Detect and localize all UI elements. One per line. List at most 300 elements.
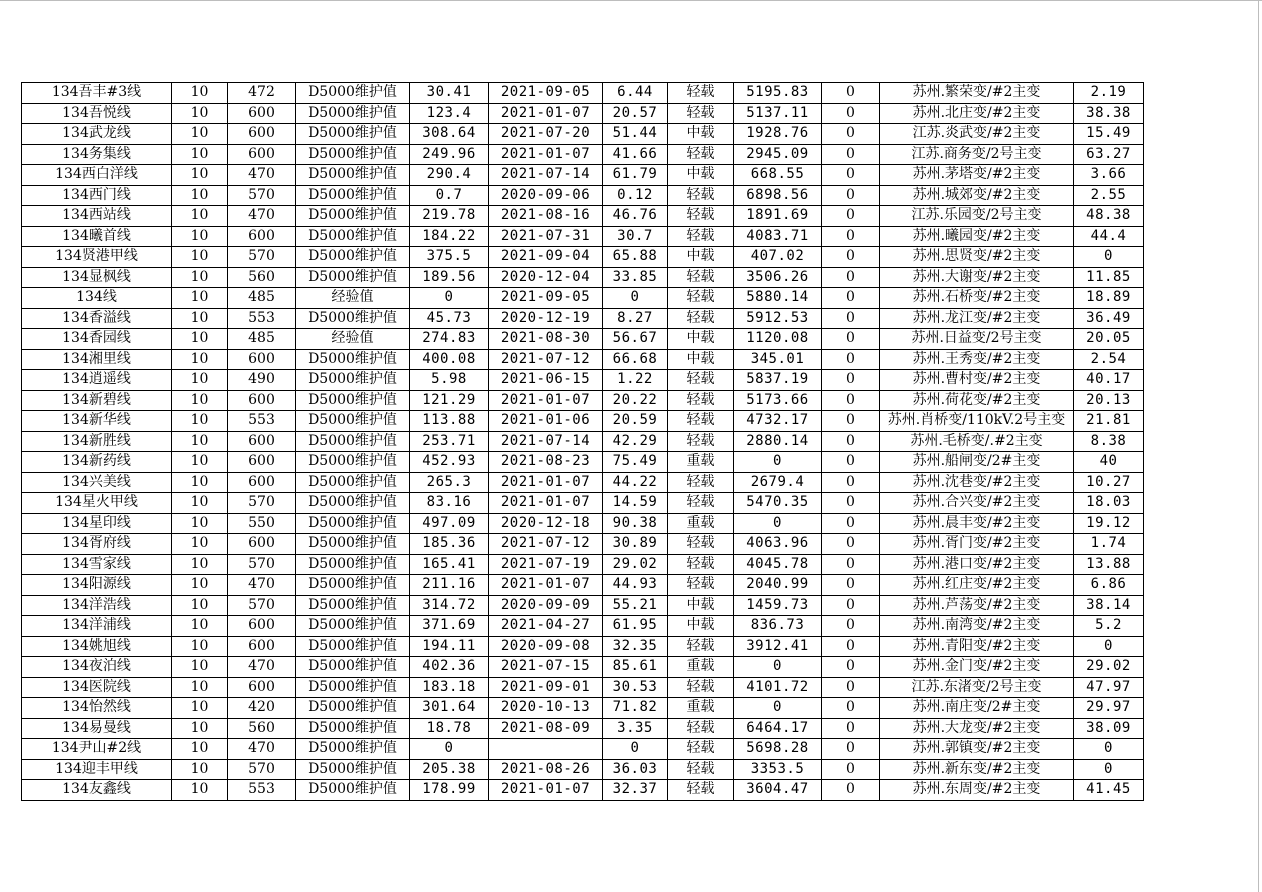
load-status-cell[interactable]: 重载 [668,452,734,473]
reserve-value-cell[interactable]: 0 [822,698,880,719]
transformer-load-cell[interactable]: 1.74 [1074,534,1144,555]
remaining-capacity-cell[interactable]: 4101.72 [734,677,822,698]
voltage-level-cell[interactable]: 10 [172,103,228,124]
load-status-cell[interactable]: 轻载 [668,206,734,227]
transformer-load-cell[interactable]: 36.49 [1074,308,1144,329]
line-name-cell[interactable]: 134医院线 [22,677,172,698]
record-date-cell[interactable]: 2021-09-01 [489,677,603,698]
record-date-cell[interactable]: 2021-07-14 [489,431,603,452]
load-status-cell[interactable]: 重载 [668,698,734,719]
remaining-capacity-cell[interactable]: 2880.14 [734,431,822,452]
record-date-cell[interactable]: 2021-08-23 [489,452,603,473]
record-date-cell[interactable]: 2021-09-05 [489,83,603,104]
line-name-cell[interactable]: 134显枫线 [22,267,172,288]
load-status-cell[interactable]: 轻载 [668,677,734,698]
line-name-cell[interactable]: 134湘里线 [22,349,172,370]
load-status-cell[interactable]: 轻载 [668,759,734,780]
load-status-cell[interactable]: 轻载 [668,575,734,596]
substation-transformer-cell[interactable]: 苏州.曦园变/#2主变 [880,226,1074,247]
reserve-value-cell[interactable]: 0 [822,595,880,616]
remaining-capacity-cell[interactable]: 3506.26 [734,267,822,288]
substation-transformer-cell[interactable]: 苏州.繁荣变/#2主变 [880,83,1074,104]
value-source-cell[interactable]: D5000维护值 [296,575,410,596]
value-source-cell[interactable]: D5000维护值 [296,616,410,637]
transformer-load-cell[interactable]: 40 [1074,452,1144,473]
substation-transformer-cell[interactable]: 江苏.炎武变/#2主变 [880,124,1074,145]
remaining-capacity-cell[interactable]: 0 [734,657,822,678]
load-status-cell[interactable]: 轻载 [668,411,734,432]
value-source-cell[interactable]: D5000维护值 [296,308,410,329]
rated-capacity-cell[interactable]: 570 [228,493,296,514]
reserve-value-cell[interactable]: 0 [822,513,880,534]
line-name-cell[interactable]: 134贤港甲线 [22,247,172,268]
substation-transformer-cell[interactable]: 苏州.船闸变/2#主变 [880,452,1074,473]
remaining-capacity-cell[interactable]: 5137.11 [734,103,822,124]
load-rate-cell[interactable]: 41.66 [603,144,668,165]
current-load-cell[interactable]: 18.78 [410,718,489,739]
load-rate-cell[interactable]: 36.03 [603,759,668,780]
record-date-cell[interactable]: 2021-09-05 [489,288,603,309]
rated-capacity-cell[interactable]: 553 [228,780,296,801]
transformer-load-cell[interactable]: 63.27 [1074,144,1144,165]
substation-transformer-cell[interactable]: 苏州.毛桥变/.#2主变 [880,431,1074,452]
rated-capacity-cell[interactable]: 470 [228,165,296,186]
reserve-value-cell[interactable]: 0 [822,83,880,104]
rated-capacity-cell[interactable]: 600 [228,390,296,411]
value-source-cell[interactable]: D5000维护值 [296,698,410,719]
value-source-cell[interactable]: D5000维护值 [296,185,410,206]
load-rate-cell[interactable]: 32.37 [603,780,668,801]
voltage-level-cell[interactable]: 10 [172,636,228,657]
reserve-value-cell[interactable]: 0 [822,390,880,411]
reserve-value-cell[interactable]: 0 [822,472,880,493]
record-date-cell[interactable]: 2021-09-04 [489,247,603,268]
load-rate-cell[interactable]: 46.76 [603,206,668,227]
line-name-cell[interactable]: 134迎丰甲线 [22,759,172,780]
load-rate-cell[interactable]: 44.22 [603,472,668,493]
voltage-level-cell[interactable]: 10 [172,616,228,637]
transformer-load-cell[interactable]: 47.97 [1074,677,1144,698]
load-rate-cell[interactable]: 33.85 [603,267,668,288]
voltage-level-cell[interactable]: 10 [172,595,228,616]
load-status-cell[interactable]: 轻载 [668,739,734,760]
rated-capacity-cell[interactable]: 600 [228,452,296,473]
current-load-cell[interactable]: 314.72 [410,595,489,616]
substation-transformer-cell[interactable]: 苏州.龙江变/#2主变 [880,308,1074,329]
record-date-cell[interactable]: 2021-08-09 [489,718,603,739]
reserve-value-cell[interactable]: 0 [822,144,880,165]
transformer-load-cell[interactable]: 38.38 [1074,103,1144,124]
load-status-cell[interactable]: 轻载 [668,83,734,104]
value-source-cell[interactable]: D5000维护值 [296,431,410,452]
line-name-cell[interactable]: 134雪家线 [22,554,172,575]
substation-transformer-cell[interactable]: 苏州.王秀变/#2主变 [880,349,1074,370]
record-date-cell[interactable]: 2021-08-30 [489,329,603,350]
rated-capacity-cell[interactable]: 553 [228,411,296,432]
line-name-cell[interactable]: 134曦首线 [22,226,172,247]
current-load-cell[interactable]: 183.18 [410,677,489,698]
value-source-cell[interactable]: 经验值 [296,329,410,350]
record-date-cell[interactable]: 2021-01-07 [489,493,603,514]
remaining-capacity-cell[interactable]: 5173.66 [734,390,822,411]
value-source-cell[interactable]: 经验值 [296,288,410,309]
rated-capacity-cell[interactable]: 600 [228,124,296,145]
value-source-cell[interactable]: D5000维护值 [296,534,410,555]
substation-transformer-cell[interactable]: 苏州.红庄变/#2主变 [880,575,1074,596]
rated-capacity-cell[interactable]: 570 [228,185,296,206]
remaining-capacity-cell[interactable]: 407.02 [734,247,822,268]
record-date-cell[interactable]: 2020-09-08 [489,636,603,657]
record-date-cell[interactable] [489,739,603,760]
substation-transformer-cell[interactable]: 苏州.荷花变/#2主变 [880,390,1074,411]
value-source-cell[interactable]: D5000维护值 [296,165,410,186]
record-date-cell[interactable]: 2021-07-14 [489,165,603,186]
record-date-cell[interactable]: 2021-04-27 [489,616,603,637]
line-name-cell[interactable]: 134胥府线 [22,534,172,555]
current-load-cell[interactable]: 497.09 [410,513,489,534]
remaining-capacity-cell[interactable]: 6898.56 [734,185,822,206]
current-load-cell[interactable]: 113.88 [410,411,489,432]
value-source-cell[interactable]: D5000维护值 [296,411,410,432]
value-source-cell[interactable]: D5000维护值 [296,206,410,227]
value-source-cell[interactable]: D5000维护值 [296,595,410,616]
voltage-level-cell[interactable]: 10 [172,185,228,206]
voltage-level-cell[interactable]: 10 [172,657,228,678]
value-source-cell[interactable]: D5000维护值 [296,718,410,739]
reserve-value-cell[interactable]: 0 [822,247,880,268]
load-rate-cell[interactable]: 0 [603,739,668,760]
rated-capacity-cell[interactable]: 490 [228,370,296,391]
reserve-value-cell[interactable]: 0 [822,759,880,780]
substation-transformer-cell[interactable]: 江苏.商务变/2号主变 [880,144,1074,165]
rated-capacity-cell[interactable]: 550 [228,513,296,534]
rated-capacity-cell[interactable]: 560 [228,718,296,739]
substation-transformer-cell[interactable]: 苏州.日益变/2号主变 [880,329,1074,350]
line-name-cell[interactable]: 134新药线 [22,452,172,473]
remaining-capacity-cell[interactable]: 4083.71 [734,226,822,247]
line-name-cell[interactable]: 134逍遥线 [22,370,172,391]
remaining-capacity-cell[interactable]: 345.01 [734,349,822,370]
record-date-cell[interactable]: 2021-01-07 [489,472,603,493]
remaining-capacity-cell[interactable]: 6464.17 [734,718,822,739]
rated-capacity-cell[interactable]: 600 [228,226,296,247]
transformer-load-cell[interactable]: 48.38 [1074,206,1144,227]
value-source-cell[interactable]: D5000维护值 [296,144,410,165]
load-status-cell[interactable]: 轻载 [668,718,734,739]
current-load-cell[interactable]: 30.41 [410,83,489,104]
load-rate-cell[interactable]: 42.29 [603,431,668,452]
load-status-cell[interactable]: 轻载 [668,472,734,493]
reserve-value-cell[interactable]: 0 [822,677,880,698]
voltage-level-cell[interactable]: 10 [172,370,228,391]
substation-transformer-cell[interactable]: 苏州.新东变/#2主变 [880,759,1074,780]
current-load-cell[interactable]: 185.36 [410,534,489,555]
load-rate-cell[interactable]: 0.12 [603,185,668,206]
voltage-level-cell[interactable]: 10 [172,83,228,104]
voltage-level-cell[interactable]: 10 [172,206,228,227]
transformer-load-cell[interactable]: 21.81 [1074,411,1144,432]
current-load-cell[interactable]: 0 [410,739,489,760]
current-load-cell[interactable]: 400.08 [410,349,489,370]
current-load-cell[interactable]: 452.93 [410,452,489,473]
value-source-cell[interactable]: D5000维护值 [296,452,410,473]
transformer-load-cell[interactable]: 11.85 [1074,267,1144,288]
record-date-cell[interactable]: 2021-01-07 [489,144,603,165]
load-status-cell[interactable]: 轻载 [668,534,734,555]
current-load-cell[interactable]: 253.71 [410,431,489,452]
reserve-value-cell[interactable]: 0 [822,636,880,657]
rated-capacity-cell[interactable]: 570 [228,595,296,616]
substation-transformer-cell[interactable]: 苏州.城郊变/#2主变 [880,185,1074,206]
load-status-cell[interactable]: 轻载 [668,554,734,575]
load-rate-cell[interactable]: 6.44 [603,83,668,104]
reserve-value-cell[interactable]: 0 [822,103,880,124]
load-rate-cell[interactable]: 0 [603,288,668,309]
line-name-cell[interactable]: 134西白洋线 [22,165,172,186]
reserve-value-cell[interactable]: 0 [822,493,880,514]
line-name-cell[interactable]: 134新华线 [22,411,172,432]
voltage-level-cell[interactable]: 10 [172,759,228,780]
voltage-level-cell[interactable]: 10 [172,288,228,309]
voltage-level-cell[interactable]: 10 [172,226,228,247]
load-rate-cell[interactable]: 20.22 [603,390,668,411]
load-status-cell[interactable]: 轻载 [668,288,734,309]
rated-capacity-cell[interactable]: 600 [228,616,296,637]
transformer-load-cell[interactable]: 18.89 [1074,288,1144,309]
load-rate-cell[interactable]: 65.88 [603,247,668,268]
current-load-cell[interactable]: 5.98 [410,370,489,391]
line-name-cell[interactable]: 134香园线 [22,329,172,350]
remaining-capacity-cell[interactable]: 4045.78 [734,554,822,575]
load-status-cell[interactable]: 轻载 [668,226,734,247]
load-status-cell[interactable]: 中载 [668,329,734,350]
reserve-value-cell[interactable]: 0 [822,165,880,186]
load-status-cell[interactable]: 轻载 [668,636,734,657]
reserve-value-cell[interactable]: 0 [822,370,880,391]
current-load-cell[interactable]: 178.99 [410,780,489,801]
load-rate-cell[interactable]: 56.67 [603,329,668,350]
record-date-cell[interactable]: 2020-09-06 [489,185,603,206]
value-source-cell[interactable]: D5000维护值 [296,226,410,247]
transformer-load-cell[interactable]: 6.86 [1074,575,1144,596]
line-name-cell[interactable]: 134吾丰#3线 [22,83,172,104]
value-source-cell[interactable]: D5000维护值 [296,677,410,698]
load-status-cell[interactable]: 轻载 [668,493,734,514]
current-load-cell[interactable]: 0.7 [410,185,489,206]
remaining-capacity-cell[interactable]: 836.73 [734,616,822,637]
record-date-cell[interactable]: 2020-09-09 [489,595,603,616]
value-source-cell[interactable]: D5000维护值 [296,472,410,493]
remaining-capacity-cell[interactable]: 5698.28 [734,739,822,760]
remaining-capacity-cell[interactable]: 0 [734,452,822,473]
record-date-cell[interactable]: 2020-10-13 [489,698,603,719]
record-date-cell[interactable]: 2021-01-07 [489,103,603,124]
line-name-cell[interactable]: 134星印线 [22,513,172,534]
load-rate-cell[interactable]: 8.27 [603,308,668,329]
record-date-cell[interactable]: 2020-12-18 [489,513,603,534]
load-rate-cell[interactable]: 75.49 [603,452,668,473]
current-load-cell[interactable]: 165.41 [410,554,489,575]
load-status-cell[interactable]: 重载 [668,657,734,678]
load-rate-cell[interactable]: 30.53 [603,677,668,698]
voltage-level-cell[interactable]: 10 [172,349,228,370]
load-status-cell[interactable]: 中载 [668,124,734,145]
line-name-cell[interactable]: 134洋浩线 [22,595,172,616]
voltage-level-cell[interactable]: 10 [172,534,228,555]
record-date-cell[interactable]: 2020-12-19 [489,308,603,329]
substation-transformer-cell[interactable]: 苏州.港口变/#2主变 [880,554,1074,575]
line-name-cell[interactable]: 134尹山#2线 [22,739,172,760]
rated-capacity-cell[interactable]: 485 [228,288,296,309]
voltage-level-cell[interactable]: 10 [172,452,228,473]
record-date-cell[interactable]: 2021-07-12 [489,349,603,370]
load-rate-cell[interactable]: 30.89 [603,534,668,555]
load-status-cell[interactable]: 中载 [668,247,734,268]
substation-transformer-cell[interactable]: 苏州.合兴变/#2主变 [880,493,1074,514]
line-name-cell[interactable]: 134阳源线 [22,575,172,596]
remaining-capacity-cell[interactable]: 2945.09 [734,144,822,165]
rated-capacity-cell[interactable]: 600 [228,677,296,698]
record-date-cell[interactable]: 2020-12-04 [489,267,603,288]
value-source-cell[interactable]: D5000维护值 [296,370,410,391]
load-status-cell[interactable]: 轻载 [668,308,734,329]
transformer-load-cell[interactable]: 38.09 [1074,718,1144,739]
value-source-cell[interactable]: D5000维护值 [296,349,410,370]
rated-capacity-cell[interactable]: 600 [228,349,296,370]
value-source-cell[interactable]: D5000维护值 [296,739,410,760]
record-date-cell[interactable]: 2021-07-31 [489,226,603,247]
substation-transformer-cell[interactable]: 苏州.沈巷变/#2主变 [880,472,1074,493]
transformer-load-cell[interactable]: 8.38 [1074,431,1144,452]
voltage-level-cell[interactable]: 10 [172,780,228,801]
load-rate-cell[interactable]: 66.68 [603,349,668,370]
line-name-cell[interactable]: 134兴美线 [22,472,172,493]
current-load-cell[interactable]: 205.38 [410,759,489,780]
line-name-cell[interactable]: 134友鑫线 [22,780,172,801]
rated-capacity-cell[interactable]: 472 [228,83,296,104]
record-date-cell[interactable]: 2021-01-07 [489,780,603,801]
transformer-load-cell[interactable]: 18.03 [1074,493,1144,514]
reserve-value-cell[interactable]: 0 [822,185,880,206]
value-source-cell[interactable]: D5000维护值 [296,247,410,268]
reserve-value-cell[interactable]: 0 [822,534,880,555]
substation-transformer-cell[interactable]: 苏州.大谢变/#2主变 [880,267,1074,288]
transformer-load-cell[interactable]: 38.14 [1074,595,1144,616]
remaining-capacity-cell[interactable]: 1891.69 [734,206,822,227]
substation-transformer-cell[interactable]: 苏州.晨丰变/#2主变 [880,513,1074,534]
substation-transformer-cell[interactable]: 苏州.思贤变/#2主变 [880,247,1074,268]
current-load-cell[interactable]: 211.16 [410,575,489,596]
rated-capacity-cell[interactable]: 470 [228,575,296,596]
voltage-level-cell[interactable]: 10 [172,390,228,411]
rated-capacity-cell[interactable]: 470 [228,739,296,760]
remaining-capacity-cell[interactable]: 3353.5 [734,759,822,780]
rated-capacity-cell[interactable]: 600 [228,431,296,452]
substation-transformer-cell[interactable]: 苏州.南庄变/2#主变 [880,698,1074,719]
load-status-cell[interactable]: 轻载 [668,431,734,452]
reserve-value-cell[interactable]: 0 [822,657,880,678]
line-name-cell[interactable]: 134新碧线 [22,390,172,411]
substation-transformer-cell[interactable]: 苏州.曹村变/#2主变 [880,370,1074,391]
current-load-cell[interactable]: 301.64 [410,698,489,719]
rated-capacity-cell[interactable]: 600 [228,144,296,165]
voltage-level-cell[interactable]: 10 [172,308,228,329]
load-rate-cell[interactable]: 29.02 [603,554,668,575]
reserve-value-cell[interactable]: 0 [822,452,880,473]
remaining-capacity-cell[interactable]: 5912.53 [734,308,822,329]
transformer-load-cell[interactable]: 0 [1074,759,1144,780]
line-name-cell[interactable]: 134吾悦线 [22,103,172,124]
load-rate-cell[interactable]: 3.35 [603,718,668,739]
line-name-cell[interactable]: 134务集线 [22,144,172,165]
voltage-level-cell[interactable]: 10 [172,124,228,145]
substation-transformer-cell[interactable]: 江苏.乐园变/2号主变 [880,206,1074,227]
voltage-level-cell[interactable]: 10 [172,472,228,493]
current-load-cell[interactable]: 123.4 [410,103,489,124]
value-source-cell[interactable]: D5000维护值 [296,267,410,288]
transformer-load-cell[interactable]: 3.66 [1074,165,1144,186]
load-status-cell[interactable]: 重载 [668,513,734,534]
current-load-cell[interactable]: 0 [410,288,489,309]
value-source-cell[interactable]: D5000维护值 [296,657,410,678]
reserve-value-cell[interactable]: 0 [822,349,880,370]
voltage-level-cell[interactable]: 10 [172,165,228,186]
transformer-load-cell[interactable]: 2.19 [1074,83,1144,104]
transformer-load-cell[interactable]: 19.12 [1074,513,1144,534]
current-load-cell[interactable]: 265.3 [410,472,489,493]
reserve-value-cell[interactable]: 0 [822,780,880,801]
value-source-cell[interactable]: D5000维护值 [296,493,410,514]
load-rate-cell[interactable]: 44.93 [603,575,668,596]
value-source-cell[interactable]: D5000维护值 [296,759,410,780]
remaining-capacity-cell[interactable]: 4063.96 [734,534,822,555]
line-name-cell[interactable]: 134星火甲线 [22,493,172,514]
load-status-cell[interactable]: 轻载 [668,780,734,801]
rated-capacity-cell[interactable]: 570 [228,759,296,780]
transformer-load-cell[interactable]: 15.49 [1074,124,1144,145]
remaining-capacity-cell[interactable]: 1928.76 [734,124,822,145]
transformer-load-cell[interactable]: 29.97 [1074,698,1144,719]
load-status-cell[interactable]: 轻载 [668,103,734,124]
substation-transformer-cell[interactable]: 苏州.郭镇变/#2主变 [880,739,1074,760]
line-name-cell[interactable]: 134西门线 [22,185,172,206]
reserve-value-cell[interactable]: 0 [822,616,880,637]
rated-capacity-cell[interactable]: 470 [228,657,296,678]
remaining-capacity-cell[interactable]: 5837.19 [734,370,822,391]
line-name-cell[interactable]: 134怡然线 [22,698,172,719]
transformer-load-cell[interactable]: 40.17 [1074,370,1144,391]
load-rate-cell[interactable]: 61.79 [603,165,668,186]
transformer-load-cell[interactable]: 0 [1074,636,1144,657]
current-load-cell[interactable]: 219.78 [410,206,489,227]
remaining-capacity-cell[interactable]: 2679.4 [734,472,822,493]
current-load-cell[interactable]: 375.5 [410,247,489,268]
remaining-capacity-cell[interactable]: 5195.83 [734,83,822,104]
rated-capacity-cell[interactable]: 560 [228,267,296,288]
voltage-level-cell[interactable]: 10 [172,554,228,575]
line-name-cell[interactable]: 134武龙线 [22,124,172,145]
line-name-cell[interactable]: 134香溢线 [22,308,172,329]
value-source-cell[interactable]: D5000维护值 [296,83,410,104]
current-load-cell[interactable]: 371.69 [410,616,489,637]
load-status-cell[interactable]: 轻载 [668,390,734,411]
current-load-cell[interactable]: 402.36 [410,657,489,678]
substation-transformer-cell[interactable]: 苏州.东周变/#2主变 [880,780,1074,801]
record-date-cell[interactable]: 2021-08-26 [489,759,603,780]
rated-capacity-cell[interactable]: 570 [228,554,296,575]
transformer-load-cell[interactable]: 0 [1074,739,1144,760]
current-load-cell[interactable]: 290.4 [410,165,489,186]
